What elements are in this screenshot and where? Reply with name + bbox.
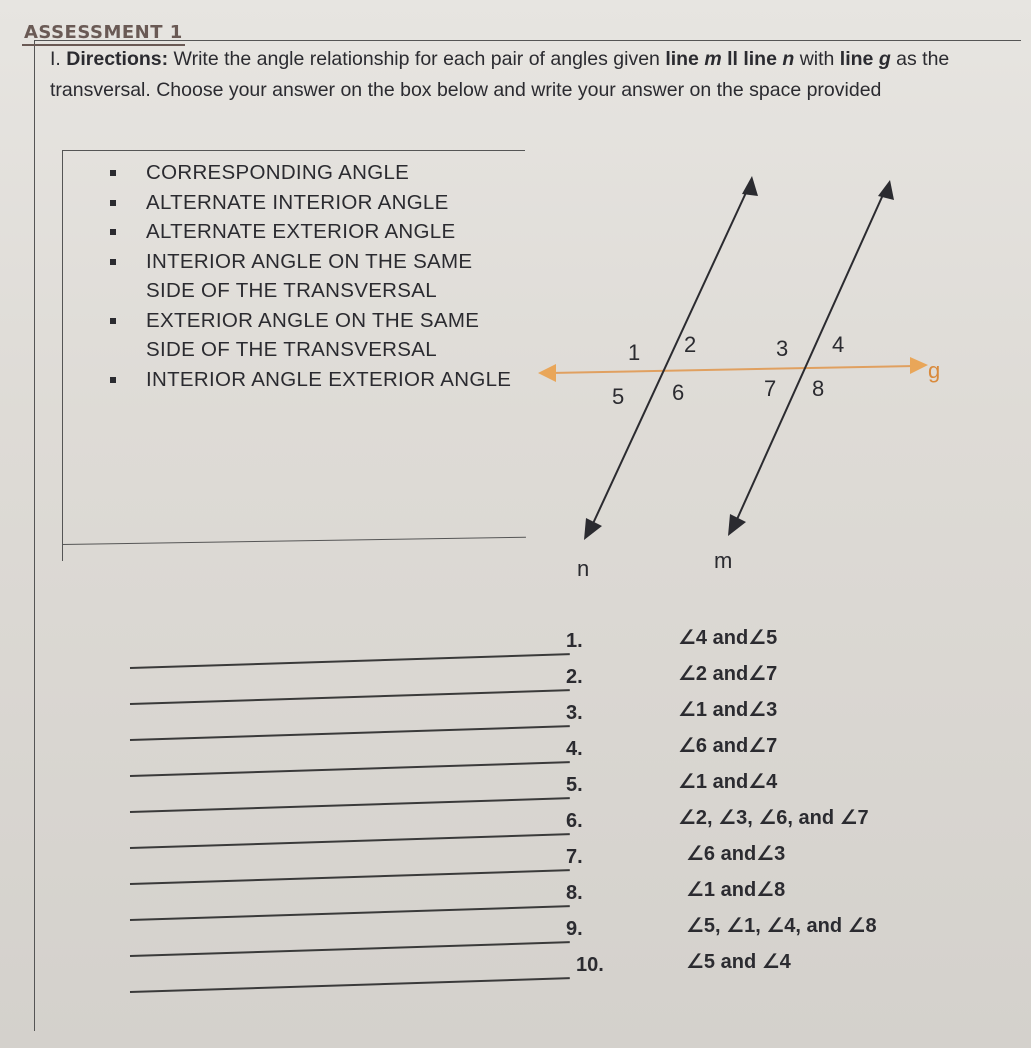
question-number: 7. [566,846,583,868]
line-m-ref: line m [665,48,722,70]
question-angle-pair: ∠6 and∠3 [686,843,786,865]
question-number: 8. [566,882,583,904]
directions-text-2: with [794,48,840,70]
choice-label: CORRESPONDING ANGLE [146,161,410,184]
angle-label-6: 6 [672,380,685,405]
line-m [734,188,886,526]
line-n-ref: line n [743,48,795,70]
question-angle-pair: ∠1 and∠8 [686,879,786,901]
question-number: 9. [566,918,583,940]
bullet-icon [110,318,116,324]
choice-label: EXTERIOR ANGLE ON THE SAME SIDE OF THE TRANSVERSAL [146,308,480,361]
angle-label-7: 7 [764,376,777,401]
line-label-n: n [577,556,590,580]
transversal-line-g [550,366,915,373]
question-number: 6. [566,810,583,832]
directions-text-1: Write the angle relationship for each pair of angles given [168,48,666,70]
choice-item [110,217,530,247]
arrowhead-right-icon [910,357,928,374]
angle-label-8: 8 [812,376,825,401]
angle-label-2: 2 [684,332,697,357]
question-number: 5. [566,774,583,796]
choice-item [110,188,530,218]
choice-item [110,306,486,365]
arrowhead-m-top-icon [878,180,894,200]
choice-item [110,247,476,306]
question-number: 3. [566,702,583,724]
question-number: 2. [566,666,583,688]
line-label-m: m [714,548,733,573]
question-angle-pair: ∠2, ∠3, ∠6, and ∠7 [678,807,869,829]
question-angle-pair: ∠1 and∠4 [678,771,778,793]
question-angle-pair: ∠5, ∠1, ∠4, and ∠8 [686,915,877,937]
parallel-symbol: ll [721,48,744,70]
bullet-icon [110,170,116,176]
angle-label-5: 5 [612,384,625,409]
choice-label: INTERIOR ANGLE EXTERIOR ANGLE [146,367,512,391]
directions-paragraph [50,44,1015,106]
directions-label: Directions: [66,48,169,70]
bullet-icon [110,377,116,383]
arrowhead-n-top-icon [742,176,758,196]
line-n [590,184,750,530]
question-angle-pair: ∠4 and∠5 [678,627,778,649]
choice-label: ALTERNATE EXTERIOR ANGLE [146,220,456,243]
bullet-icon [110,200,116,206]
question-angle-pair: ∠5 and ∠4 [686,951,791,973]
question-number: 10. [576,954,604,976]
question-number: 1. [566,630,583,652]
angle-label-4: 4 [832,332,845,357]
question-angle-pair: ∠1 and∠3 [678,699,778,721]
answer-choices-list [110,158,530,394]
choice-item [110,158,530,188]
bullet-icon [110,259,116,265]
arrowhead-left-icon [538,364,556,382]
angle-label-3: 3 [776,336,789,361]
bullet-icon [110,229,116,235]
assessment-title: ASSESSMENT 1 [22,22,185,46]
parallel-lines-diagram [520,160,960,580]
choice-item [110,365,526,395]
choice-label: INTERIOR ANGLE ON THE SAME SIDE OF THE TRANSVERSAL [146,249,473,302]
line-label-g: g [928,358,941,383]
line-g-ref: line g [839,48,891,70]
choice-label: ALTERNATE INTERIOR ANGLE [146,190,449,214]
directions-prefix: I. [50,48,67,70]
question-number: 4. [566,738,583,760]
question-angle-pair: ∠6 and∠7 [678,735,778,757]
angle-label-1: 1 [628,340,641,365]
question-angle-pair: ∠2 and∠7 [678,663,778,685]
directions-text-3: as the transversal. Choose your answer on the box below and write your answer on the space provided [50,48,950,101]
